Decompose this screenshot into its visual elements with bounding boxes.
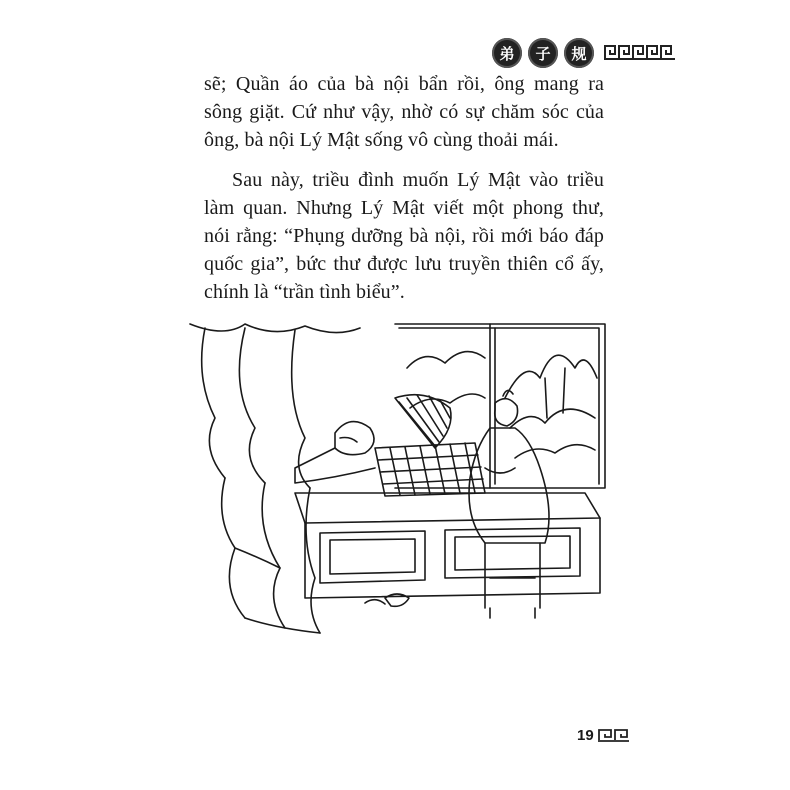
paragraph-1: sẽ; Quần áo của bà nội bẩn rồi, ông mang ra sông giặt. Cứ như vậy, nhờ có sự chăm sóc của ông, bà nội Lý Mật sống vô cùng thoải mái.	[204, 73, 604, 151]
page-number: 19	[577, 727, 594, 744]
header-title-badges	[492, 38, 594, 68]
paragraph-2: Sau này, triều đình muốn Lý Mật vào triều làm quan. Nhưng Lý Mật viết một phong thư, nói rằng: “Phụng dưỡng bà nội, rồi mới báo đáp quốc gia”, bức thư được lưu truyền thiên cổ ấy, chính là “trần tình biểu”.	[204, 169, 604, 303]
title-badge-3: 规	[564, 38, 594, 68]
title-badge-1: 弟	[492, 38, 522, 68]
footer-fret-ornament-icon	[598, 728, 630, 742]
body-text	[204, 70, 604, 318]
line-drawing-illustration	[185, 318, 625, 648]
title-badge-2: 子	[528, 38, 558, 68]
header-fret-ornament-icon	[604, 44, 676, 60]
